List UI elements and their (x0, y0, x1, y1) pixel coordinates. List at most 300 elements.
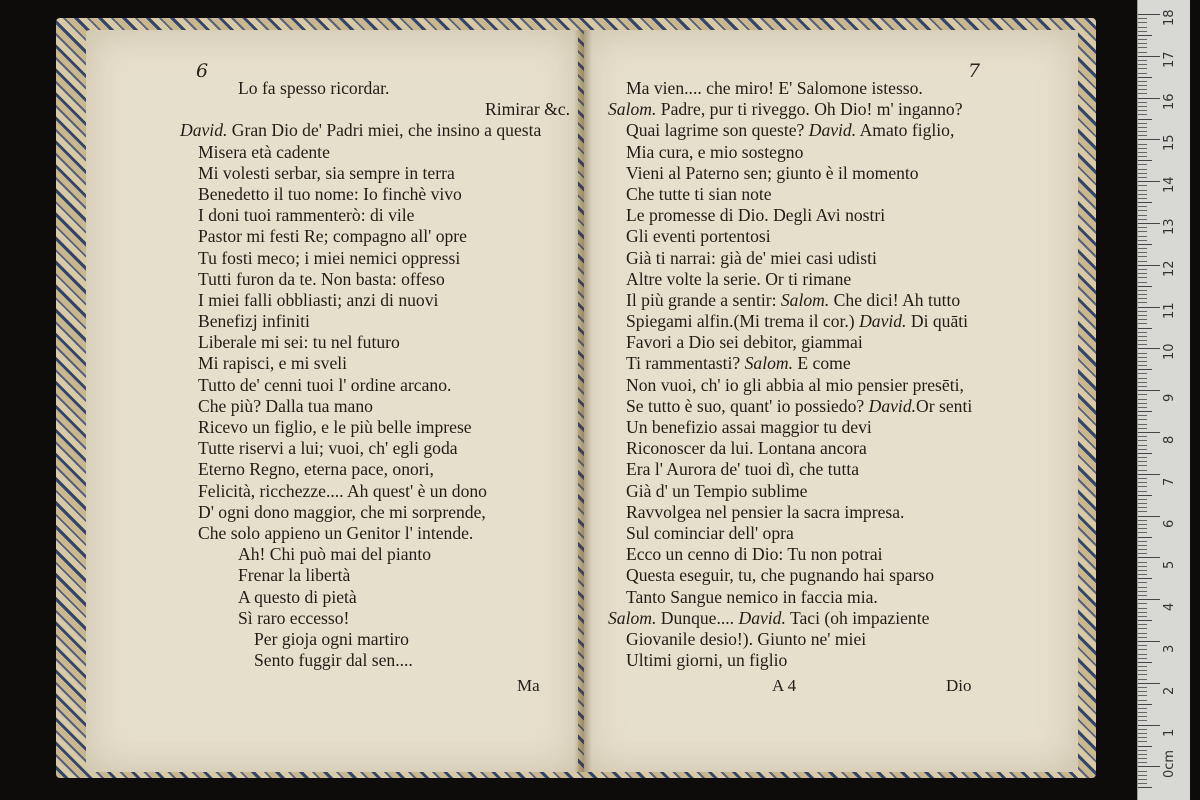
ruler-tick (1138, 236, 1147, 237)
line-text: Pastor mi festi Re; compagno all' opre (198, 226, 467, 247)
ruler-tick (1138, 557, 1160, 558)
text-line (180, 290, 570, 311)
ruler-tick (1138, 282, 1147, 283)
ruler-tick (1138, 164, 1147, 165)
text-line (608, 163, 1038, 184)
ruler-tick (1138, 353, 1147, 354)
line-text: Non vuoi, ch' io gli abbia al mio pensier presēti, (626, 374, 964, 395)
ruler-tick (1138, 365, 1147, 366)
right-catchword: Dio (946, 676, 972, 695)
line-text: Sul cominciar dell' opra (626, 522, 794, 543)
text-line (180, 565, 570, 586)
ruler-tick (1138, 520, 1147, 521)
text-line (608, 587, 1038, 608)
line-text: Liberale mi sei: tu nel futuro (198, 332, 400, 353)
ruler-tick (1138, 156, 1147, 157)
ruler-tick (1138, 198, 1147, 199)
line-text: Benefizj infiniti (198, 311, 310, 332)
ruler-tick (1138, 503, 1147, 504)
ruler-tick (1138, 144, 1147, 145)
line-text: Il più grande a sentir: (626, 289, 781, 310)
ruler-tick (1138, 294, 1147, 295)
ruler-tick (1138, 119, 1152, 120)
ruler-tick (1138, 160, 1152, 161)
ruler-number: 1 (1162, 728, 1177, 737)
text-line (180, 396, 570, 417)
ruler-tick (1138, 206, 1147, 207)
ruler-tick (1138, 323, 1147, 324)
ruler-tick (1138, 478, 1147, 479)
text-line (608, 332, 1038, 353)
speaker-name: David. (868, 395, 917, 416)
ruler-tick (1138, 18, 1147, 19)
ruler-tick (1138, 102, 1147, 103)
line-text: Favori a Dio sei debitor, giammai (626, 332, 863, 353)
ruler-tick (1138, 27, 1147, 28)
ruler-tick (1138, 35, 1152, 36)
ruler-tick (1138, 787, 1152, 788)
text-line (608, 650, 1038, 671)
ruler-tick (1138, 516, 1160, 517)
ruler-tick (1138, 428, 1147, 429)
text-line (608, 608, 1038, 629)
ruler-tick (1138, 582, 1147, 583)
ruler-tick (1138, 524, 1147, 525)
line-text: Benedetto il tuo nome: Io finchè vivo (198, 183, 462, 204)
line-text: Altre volte la serie. Or ti rimane (626, 268, 852, 289)
line-text: Ecco un cenno di Dio: Tu non potrai (626, 544, 883, 565)
text-line (180, 353, 570, 374)
ruler-tick (1138, 474, 1160, 475)
line-text: Che solo appieno un Genitor l' intende. (198, 522, 474, 543)
ruler-tick (1138, 114, 1147, 115)
ruler-tick (1138, 499, 1147, 500)
measurement-ruler (1137, 0, 1190, 800)
line-text: Un benefizio assai maggior tu devi (626, 417, 872, 437)
ruler-tick (1138, 549, 1147, 550)
ruler-tick (1138, 775, 1147, 776)
text-line (180, 629, 570, 650)
ruler-tick (1138, 679, 1147, 680)
ruler-number: 7 (1162, 477, 1177, 486)
ruler-tick (1138, 373, 1147, 374)
text-line (608, 629, 1038, 650)
ruler-tick (1138, 336, 1147, 337)
ruler-tick (1138, 52, 1147, 53)
ruler-tick (1138, 265, 1160, 266)
ruler-tick (1138, 445, 1147, 446)
text-line (608, 78, 1038, 99)
ruler-tick (1138, 532, 1147, 533)
ruler-tick (1138, 674, 1147, 675)
ruler-number: 17 (1162, 51, 1177, 68)
ruler-tick (1138, 758, 1147, 759)
text-line (180, 269, 570, 290)
ruler-tick (1138, 716, 1147, 717)
ruler-tick (1138, 574, 1147, 575)
text-line (180, 226, 570, 247)
ruler-tick (1138, 645, 1147, 646)
ruler-tick (1138, 578, 1152, 579)
ruler-number: 2 (1162, 686, 1177, 695)
ruler-tick (1138, 407, 1147, 408)
ruler-tick (1138, 461, 1147, 462)
ruler-tick (1138, 177, 1147, 178)
ruler-tick (1138, 432, 1160, 433)
ruler-tick (1138, 403, 1147, 404)
ruler-tick (1138, 683, 1160, 684)
left-page-number: 6 (196, 60, 209, 82)
ruler-number: 10 (1162, 343, 1177, 361)
line-text: Mi rapisci, e mi sveli (198, 353, 348, 374)
ruler-tick (1138, 599, 1160, 600)
ruler-tick (1138, 595, 1147, 596)
text-line (608, 523, 1038, 544)
ruler-tick (1138, 181, 1160, 182)
ruler-tick (1138, 261, 1147, 262)
ruler-tick (1138, 670, 1147, 671)
ruler-tick (1138, 633, 1147, 634)
line-text: Ultimi giorni, un figlio (626, 650, 788, 671)
ruler-tick (1138, 482, 1147, 483)
ruler-tick (1138, 386, 1147, 387)
line-text: Che dici! Ah tutto (829, 289, 961, 310)
ruler-tick (1138, 779, 1147, 780)
text-line (608, 269, 1038, 290)
ruler-tick (1138, 712, 1147, 713)
ruler-tick (1138, 131, 1147, 132)
line-text: D' ogni dono maggior, che mi sorprende, (198, 501, 486, 522)
line-text: Lo fa spesso ricordar. (238, 78, 390, 98)
text-line (180, 78, 570, 99)
ruler-tick (1138, 315, 1147, 316)
ruler-tick (1138, 319, 1147, 320)
ruler-tick (1138, 511, 1147, 512)
line-text: Era l' Aurora de' tuoi dì, che tutta (626, 459, 860, 480)
ruler-tick (1138, 219, 1147, 220)
ruler-tick (1138, 708, 1147, 709)
ruler-tick (1138, 227, 1147, 228)
line-text: Per gioja ogni martiro (254, 628, 409, 649)
ruler-tick (1138, 223, 1160, 224)
text-line (608, 205, 1038, 226)
line-text: Padre, pur ti riveggo. Oh Dio! m' inganno? (656, 99, 963, 120)
ruler-tick (1138, 252, 1147, 253)
ruler-tick (1138, 302, 1147, 303)
line-text: Ma vien.... che miro! E' Salomone istesso. (626, 78, 923, 98)
text-line (608, 565, 1038, 586)
ruler-tick (1138, 424, 1147, 425)
line-text: Ah! Chi può mai del pianto (238, 544, 432, 565)
ruler-tick (1138, 210, 1147, 211)
text-line (180, 481, 570, 502)
speaker-name: Salom. (608, 99, 657, 120)
ruler-tick (1138, 56, 1160, 57)
line-text: Giovanile desio!). Giunto ne' miei (626, 628, 867, 649)
ruler-tick (1138, 240, 1147, 241)
ruler-tick (1138, 332, 1147, 333)
text-line (180, 184, 570, 205)
ruler-tick (1138, 190, 1147, 191)
line-text: Sì raro eccesso! (238, 607, 350, 628)
ruler-tick (1138, 348, 1160, 349)
ruler-tick (1138, 762, 1147, 763)
speaker-name: Salom. (780, 289, 830, 310)
ruler-tick (1138, 470, 1147, 471)
ruler-tick (1138, 394, 1147, 395)
line-text: Già ti narrai: già de' miei casi udisti (626, 247, 877, 268)
speaker-name: Salom. (744, 353, 793, 374)
ruler-tick (1138, 378, 1147, 379)
line-text: I doni tuoi rammenterò: di vile (198, 205, 415, 226)
ruler-number: 8 (1162, 435, 1177, 444)
text-line (608, 544, 1038, 565)
ruler-tick (1138, 570, 1147, 571)
line-text: Che più? Dalla tua mano (198, 395, 373, 416)
text-line (608, 353, 1038, 374)
line-text: Eterno Regno, eterna pace, onori, (198, 459, 434, 480)
line-text: Dunque.... (656, 607, 739, 628)
ruler-tick (1138, 654, 1147, 655)
line-text: Di quāti (906, 311, 969, 332)
ruler-tick (1138, 31, 1147, 32)
line-text: E come (792, 353, 851, 374)
text-line (180, 99, 570, 120)
ruler-tick (1138, 148, 1147, 149)
left-catchword: Ma (517, 676, 540, 695)
ruler-tick (1138, 340, 1147, 341)
text-line (608, 502, 1038, 523)
ruler-number: 0cm (1162, 750, 1177, 779)
ruler-tick (1138, 612, 1147, 613)
ruler-tick (1138, 603, 1147, 604)
text-line (180, 438, 570, 459)
line-text: Che tutte ti sian note (626, 183, 772, 204)
ruler-tick (1138, 139, 1160, 140)
ruler-tick (1138, 666, 1147, 667)
ruler-tick (1138, 47, 1147, 48)
ruler-tick (1138, 541, 1147, 542)
text-line (180, 142, 570, 163)
line-text: Già d' un Tempio sublime (626, 480, 808, 501)
ruler-tick (1138, 106, 1147, 107)
right-page-number: 7 (968, 60, 981, 82)
ruler-tick (1138, 562, 1147, 563)
book-gutter (574, 30, 592, 772)
line-text: Tutto de' cenni tuoi l' ordine arcano. (198, 374, 452, 395)
ruler-tick (1138, 60, 1147, 61)
ruler-tick (1138, 754, 1147, 755)
text-line (180, 544, 570, 565)
line-text: Gli eventi portentosi (626, 226, 771, 247)
ruler-tick (1138, 771, 1147, 772)
ruler-tick (1138, 733, 1147, 734)
text-line (180, 248, 570, 269)
ruler-tick (1138, 290, 1147, 291)
line-text: Le promesse di Dio. Degli Avi nostri (626, 205, 886, 226)
ruler-tick (1138, 307, 1160, 308)
ruler-number: 16 (1162, 93, 1177, 110)
line-text: Rimirar &c. (484, 99, 570, 120)
ruler-tick (1138, 737, 1147, 738)
ruler-tick (1138, 553, 1147, 554)
ruler-tick (1138, 662, 1152, 663)
text-line (608, 120, 1038, 141)
ruler-tick (1138, 311, 1147, 312)
line-text: Or senti (916, 395, 973, 416)
text-line (608, 311, 1038, 332)
ruler-tick (1138, 135, 1147, 136)
line-text: Gran Dio de' Padri miei, che insino a questa (227, 120, 542, 141)
ruler-number: 15 (1162, 134, 1177, 152)
ruler-tick (1138, 152, 1147, 153)
ruler-tick (1138, 273, 1147, 274)
ruler-tick (1138, 68, 1147, 69)
text-line (180, 375, 570, 396)
ruler-tick (1138, 231, 1147, 232)
speaker-name: David. (808, 120, 857, 141)
ruler-tick (1138, 77, 1152, 78)
line-text: Riconoscer da lui. Lontana ancora (626, 438, 867, 459)
text-line (608, 438, 1038, 459)
ruler-number: 5 (1162, 561, 1177, 570)
ruler-tick (1138, 641, 1160, 642)
ruler-tick (1138, 537, 1152, 538)
ruler-tick (1138, 465, 1147, 466)
text-line (608, 226, 1038, 247)
ruler-tick (1138, 357, 1147, 358)
ruler-tick (1138, 98, 1160, 99)
text-line (180, 311, 570, 332)
ruler-tick (1138, 449, 1147, 450)
ruler-tick (1138, 390, 1160, 391)
ruler-tick (1138, 244, 1152, 245)
text-line (608, 290, 1038, 311)
ruler-tick (1138, 783, 1147, 784)
ruler-tick (1138, 328, 1152, 329)
ruler-tick (1138, 620, 1152, 621)
line-text: Ti rammentasti? (626, 353, 745, 374)
ruler-tick (1138, 215, 1147, 216)
ruler-tick (1138, 173, 1147, 174)
line-text: Mi volesti serbar, sia sempre in terra (198, 162, 455, 183)
ruler-tick (1138, 741, 1147, 742)
ruler-tick (1138, 194, 1147, 195)
ruler-number: 4 (1162, 602, 1177, 612)
speaker-name: David. (738, 607, 786, 628)
line-text: Tutti furon da te. Non basta: offeso (198, 268, 445, 289)
ruler-tick (1138, 43, 1147, 44)
ruler-tick (1138, 729, 1147, 730)
line-text: Ricevo un figlio, e le più belle imprese (198, 417, 472, 437)
ruler-tick (1138, 256, 1147, 257)
ruler-tick (1138, 700, 1147, 701)
text-line (608, 481, 1038, 502)
text-line (180, 502, 570, 523)
ruler-tick (1138, 81, 1147, 82)
line-text: Ravvolgea nel pensier la sacra impresa. (626, 501, 905, 522)
ruler-tick (1138, 399, 1147, 400)
line-text: Amato figlio, (856, 120, 955, 141)
ruler-number: 6 (1162, 519, 1177, 528)
text-line (608, 248, 1038, 269)
speaker-name: Salom. (608, 607, 657, 628)
text-line (608, 396, 1038, 417)
text-line (180, 120, 570, 141)
line-text: I miei falli obbliasti; anzi di nuovi (198, 289, 439, 310)
ruler-tick (1138, 73, 1147, 74)
ruler-tick (1138, 746, 1152, 747)
ruler-tick (1138, 64, 1147, 65)
text-line (180, 523, 570, 544)
ruler-tick (1138, 419, 1147, 420)
line-text: Quai lagrime son queste? (626, 120, 809, 141)
text-line (180, 332, 570, 353)
ruler-tick (1138, 545, 1147, 546)
ruler-tick (1138, 361, 1147, 362)
ruler-tick (1138, 720, 1147, 721)
ruler-tick (1138, 691, 1147, 692)
line-text: Mia cura, e mio sostegno (626, 141, 804, 162)
ruler-tick (1138, 411, 1152, 412)
ruler-tick (1138, 587, 1147, 588)
ruler-tick (1138, 185, 1147, 186)
ruler-tick (1138, 486, 1147, 487)
ruler-tick (1138, 616, 1147, 617)
ruler-tick (1138, 127, 1147, 128)
text-line (180, 163, 570, 184)
ruler-tick (1138, 415, 1147, 416)
ruler-number: 13 (1162, 218, 1177, 235)
ruler-tick (1138, 566, 1147, 567)
line-text: Felicità, ricchezze.... Ah quest' è un dono (198, 480, 487, 501)
ruler-tick (1138, 89, 1147, 90)
ruler-tick (1138, 507, 1147, 508)
left-page-text (180, 78, 570, 671)
ruler-tick (1138, 495, 1152, 496)
ruler-tick (1138, 269, 1147, 270)
line-text: Tanto Sangue nemico in faccia mia. (626, 586, 878, 607)
text-line (180, 459, 570, 480)
text-line (180, 587, 570, 608)
ruler-number: 3 (1162, 644, 1177, 653)
text-line (608, 142, 1038, 163)
ruler-tick (1138, 248, 1147, 249)
ruler-tick (1138, 687, 1147, 688)
line-text: Tu fosti meco; i miei nemici oppressi (198, 247, 461, 268)
text-line (180, 650, 570, 671)
ruler-tick (1138, 286, 1152, 287)
line-text: Questa eseguir, tu, che pugnando hai sparso (626, 565, 935, 586)
ruler-tick (1138, 344, 1147, 345)
text-line (608, 99, 1038, 120)
ruler-number: 9 (1162, 393, 1177, 403)
ruler-tick (1138, 608, 1147, 609)
ruler-tick (1138, 436, 1147, 437)
ruler-tick (1138, 528, 1147, 529)
line-text: Taci (oh impaziente (785, 607, 930, 628)
ruler-tick (1138, 637, 1147, 638)
ruler-tick (1138, 457, 1147, 458)
line-text: A questo di pietà (238, 586, 357, 607)
line-text: Tutte riservi a lui; vuoi, ch' egli goda (198, 438, 458, 459)
ruler-tick (1138, 123, 1147, 124)
speaker-name: David. (180, 120, 228, 141)
ruler-tick (1138, 14, 1160, 15)
ruler-number: 11 (1162, 302, 1177, 319)
ruler-tick (1138, 277, 1147, 278)
ruler-tick (1138, 649, 1147, 650)
